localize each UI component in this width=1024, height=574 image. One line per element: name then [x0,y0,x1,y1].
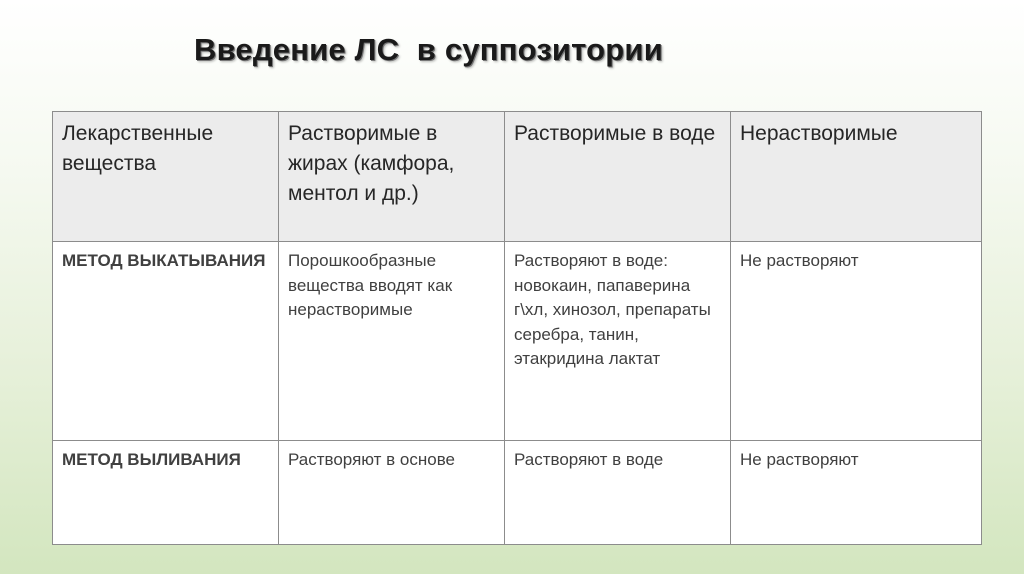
header-fat-soluble-text: Растворимые в жирах (камфора, ментол и др.) [288,122,455,205]
table-row [53,441,982,545]
table-cell [731,441,982,545]
suppository-methods-table [52,111,982,545]
cell-text: Не растворяют [740,251,859,270]
header-cell-insoluble [731,112,982,242]
slide-title: Введение ЛС в суппозитории [194,32,663,67]
table-row [53,242,982,441]
header-substances-text: Лекарственные вещества [62,122,214,175]
table-cell [505,441,731,545]
method-label: МЕТОД ВЫКАТЫВАНИЯ [62,251,266,270]
method-cell-pouring [53,441,279,545]
header-water-soluble-text: Растворимые в воде [514,122,716,145]
cell-text: Растворяют в основе [288,450,456,469]
table-cell [731,242,982,441]
cell-text: Растворяют в воде: новокаин, папаверина г\хл, хинозол, препараты серебра, танин, этакридина лактат [514,251,711,368]
cell-text: Растворяют в воде [514,450,664,469]
method-label: МЕТОД ВЫЛИВАНИЯ [62,450,241,469]
cell-text: Порошкообразные вещества вводят как нерастворимые [288,251,453,319]
table-cell [279,242,505,441]
header-insoluble-text: Нерастворимые [740,122,898,145]
header-cell-fat-soluble [279,112,505,242]
table-cell [279,441,505,545]
cell-text: Не растворяют [740,450,859,469]
table-cell [505,242,731,441]
header-cell-substances [53,112,279,242]
method-cell-rolling [53,242,279,441]
header-cell-water-soluble [505,112,731,242]
table-header-row [53,112,982,242]
